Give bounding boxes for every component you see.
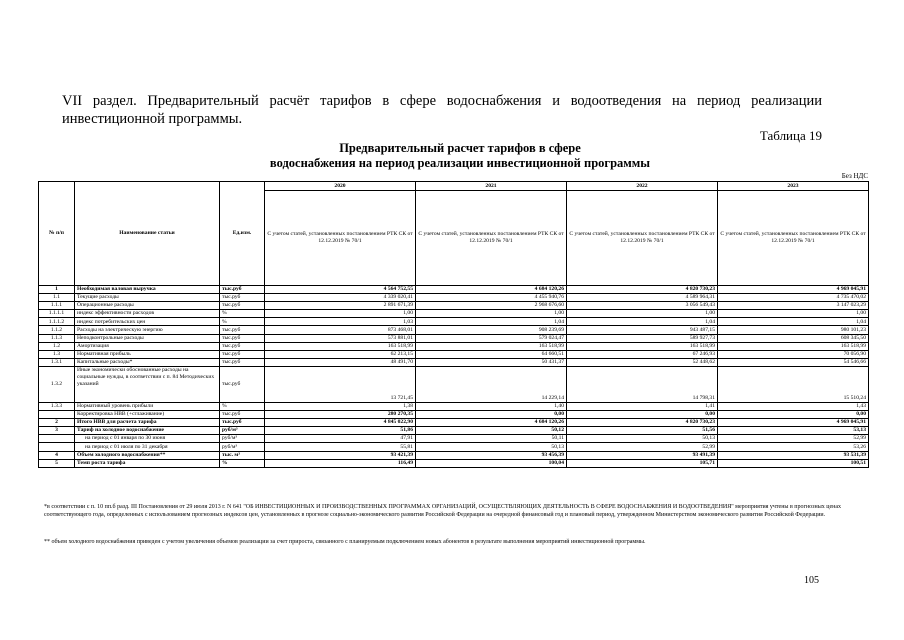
row-number: 1.3.2	[39, 366, 75, 402]
row-value: 4 969 045,91	[718, 286, 869, 294]
row-value: 579 024,47	[416, 334, 567, 342]
row-value: 93 421,39	[265, 451, 416, 459]
row-value: 1,38	[265, 402, 416, 410]
row-number	[39, 435, 75, 443]
row-value: 1,03	[265, 318, 416, 326]
row-number: 1.3.3	[39, 402, 75, 410]
row-unit: тыс. м³	[220, 451, 265, 459]
row-value: 0,00	[718, 411, 869, 419]
row-value: 4 455 940,76	[416, 294, 567, 302]
table-row	[39, 350, 869, 358]
row-unit: тыс.руб	[220, 326, 265, 334]
row-value: 53,13	[718, 427, 869, 435]
table-title-line-1: Предварительный расчет тарифов в сфере	[339, 141, 581, 155]
row-value: 67 246,93	[567, 350, 718, 358]
row-value: 2 968 676,60	[416, 302, 567, 310]
row-value: 1,40	[416, 402, 567, 410]
row-value: 4 339 020,41	[265, 294, 416, 302]
header-name: Наименование статьи	[75, 182, 220, 286]
table-row	[39, 334, 869, 342]
row-unit: тыс.руб	[220, 358, 265, 366]
table-row	[39, 451, 869, 459]
row-value: 116,49	[265, 459, 416, 467]
row-name: Корректировка НВВ (+сглаживание)	[75, 411, 220, 419]
row-value: 163 518,99	[718, 342, 869, 350]
table-title-line-2: водоснабжения на период реализации инвестиционной программы	[269, 156, 651, 170]
table-row	[39, 294, 869, 302]
row-value: 52 448,62	[567, 358, 718, 366]
table-row	[39, 286, 869, 294]
row-name: Иные экономически обоснованные расходы на социальные нужды, в соответствии с п. 84 Методических указаний	[75, 366, 220, 402]
row-value: 54 546,66	[718, 358, 869, 366]
table-number: Таблица 19	[759, 128, 822, 143]
row-value: 0,00	[567, 411, 718, 419]
row-value: 13 721,45	[265, 366, 416, 402]
row-name: Необходимая валовая выручка	[75, 286, 220, 294]
header-unit: Ед.изм.	[220, 182, 265, 286]
row-number: 2	[39, 419, 75, 427]
row-value: 15 510,24	[718, 366, 869, 402]
row-name: Операционные расходы	[75, 302, 220, 310]
row-number: 3	[39, 427, 75, 435]
row-value: 980 101,23	[718, 326, 869, 334]
row-value: 1,00	[567, 310, 718, 318]
row-value: 4 684 120,26	[416, 419, 567, 427]
row-unit: руб/м³	[220, 427, 265, 435]
row-value: 70 056,90	[718, 350, 869, 358]
header-year-2022: 2022	[567, 182, 718, 191]
row-unit: %	[220, 318, 265, 326]
row-unit: руб/м³	[220, 435, 265, 443]
header-subnote-2020: С учетом статей, установленных постановлением РТК СК от 12.12.2019 № 70/1	[265, 191, 416, 286]
row-value: 62 213,15	[265, 350, 416, 358]
row-name: на период с 01 июля по 31 декабря	[75, 443, 220, 451]
header-no: № п/п	[39, 182, 75, 286]
row-name: индекс эффективности расходов	[75, 310, 220, 318]
row-value: 873 468,01	[265, 326, 416, 334]
row-value: 0,00	[416, 411, 567, 419]
row-value: 1,00	[416, 310, 567, 318]
footnote-1: *в соответствии с п. 10 пп.б разд. III Постановления от 29 июля 2013 г. N 641 "ОБ ИНВЕСТИЦИОННЫХ И ПРОИЗВОДСТВЕННЫХ ПРОГРАММАХ ОРГАНИЗАЦИЙ, ОСУЩЕСТВЛЯЮЩИХ ДЕЯТЕЛЬНОСТЬ В СФЕРЕ ВОДОСНАБЖЕНИЯ И ВОДООТВЕДЕНИЯ" мероприятия учтены в прогнозных ценах соответствующего года, определенных с использованием прогнозных индексов цен, установленных в прогнозе социально-экономического развития Российской Федерации на очередной финансовый год и плановый период, утвержденном Министерством экономического развития Российской Федерации.	[44, 504, 842, 518]
row-value: 64 660,51	[416, 350, 567, 358]
table-row	[39, 443, 869, 451]
row-value: 50,13	[416, 443, 567, 451]
row-value: 55,81	[265, 443, 416, 451]
row-unit: тыс.руб	[220, 302, 265, 310]
row-value: 908 239,69	[416, 326, 567, 334]
row-name: Темп роста тарифа	[75, 459, 220, 467]
row-value: 93 491,39	[567, 451, 718, 459]
row-value: 105,71	[567, 459, 718, 467]
row-unit: тыс.руб	[220, 286, 265, 294]
row-number: 1.1.1.1	[39, 310, 75, 318]
row-value: 280 270,35	[265, 411, 416, 419]
table-row	[39, 435, 869, 443]
row-name: Амортизация	[75, 342, 220, 350]
row-number	[39, 411, 75, 419]
header-subnote-2021: С учетом статей, установленных постановлением РТК СК от 12.12.2019 № 70/1	[416, 191, 567, 286]
row-name: на период с 01 января по 30 июня	[75, 435, 220, 443]
table-row	[39, 342, 869, 350]
row-value: 100,04	[416, 459, 567, 467]
table-row	[39, 402, 869, 410]
page-number: 105	[804, 575, 819, 586]
row-value: 52,99	[718, 435, 869, 443]
row-number: 1.1.2	[39, 326, 75, 334]
table-body	[39, 286, 869, 468]
row-value: 50 431,37	[416, 358, 567, 366]
header-subnote-2022: С учетом статей, установленных постановлением РТК СК от 12.12.2019 № 70/1	[567, 191, 718, 286]
row-value: 4 589 964,31	[567, 294, 718, 302]
table-row	[39, 318, 869, 326]
section-heading: VII раздел. Предварительный расчёт тарифов в сфере водоснабжения и водоотведения на период реализации инвестиционной программы.	[62, 93, 822, 127]
row-number: 4	[39, 451, 75, 459]
table-row	[39, 302, 869, 310]
row-number: 1.1.1	[39, 302, 75, 310]
row-value: 4 969 045,91	[718, 419, 869, 427]
row-number: 1.1.1.2	[39, 318, 75, 326]
row-unit: %	[220, 459, 265, 467]
row-value: 4 564 752,55	[265, 286, 416, 294]
row-unit: тыс.руб	[220, 334, 265, 342]
row-value: 1,43	[718, 402, 869, 410]
row-number: 1.3	[39, 350, 75, 358]
row-name: Тариф на холодное водоснабжение	[75, 427, 220, 435]
row-unit: %	[220, 310, 265, 318]
row-value: 163 518,99	[265, 342, 416, 350]
row-value: 51,86	[265, 427, 416, 435]
vat-note: Без НДС	[841, 172, 868, 180]
row-name: Нормативная прибыль	[75, 350, 220, 358]
row-value: 93 456,39	[416, 451, 567, 459]
footnote-2: ** объем холодного водоснабжения приведен с учетом увеличения объемов реализации за счет прироста, связанного с планируемым подключением новых абонентов в результате выполнения мероприятий инвестиционной программы.	[44, 539, 646, 545]
header-year-2021: 2021	[416, 182, 567, 191]
table-row	[39, 419, 869, 427]
row-unit: тыс.руб	[220, 350, 265, 358]
row-unit: тыс.руб	[220, 411, 265, 419]
row-value: 943 487,15	[567, 326, 718, 334]
row-value: 4 845 022,90	[265, 419, 416, 427]
row-value: 163 518,99	[567, 342, 718, 350]
table-row	[39, 427, 869, 435]
row-name: Нормативный уровень прибыли	[75, 402, 220, 410]
row-value: 1,04	[718, 318, 869, 326]
row-value: 4 820 730,23	[567, 419, 718, 427]
row-unit: тыс.руб	[220, 419, 265, 427]
row-value: 50,12	[416, 427, 567, 435]
row-name: Капитальные расходы*	[75, 358, 220, 366]
row-value: 51,56	[567, 427, 718, 435]
row-value: 14 229,14	[416, 366, 567, 402]
table-row	[39, 411, 869, 419]
table-title	[160, 141, 760, 171]
table-row	[39, 366, 869, 402]
row-value: 4 735 470,02	[718, 294, 869, 302]
row-value: 100,51	[718, 459, 869, 467]
tariff-table	[38, 181, 869, 468]
row-value: 4 684 120,26	[416, 286, 567, 294]
row-value: 3 147 023,29	[718, 302, 869, 310]
row-value: 53,26	[718, 443, 869, 451]
row-number: 5	[39, 459, 75, 467]
row-value: 52,99	[567, 443, 718, 451]
row-name: Расходы на электрическую энергию	[75, 326, 220, 334]
row-value: 48 491,70	[265, 358, 416, 366]
table-row	[39, 326, 869, 334]
row-name: индекс потребительских цен	[75, 318, 220, 326]
row-value: 573 881,01	[265, 334, 416, 342]
row-number	[39, 443, 75, 451]
row-value: 163 518,99	[416, 342, 567, 350]
row-value: 14 798,31	[567, 366, 718, 402]
row-value: 50,11	[416, 435, 567, 443]
row-unit: тыс.руб	[220, 342, 265, 350]
row-value: 589 927,73	[567, 334, 718, 342]
row-value: 1,41	[567, 402, 718, 410]
header-subnote-2023: С учетом статей, установленных постановлением РТК СК от 12.12.2019 № 70/1	[718, 191, 869, 286]
header-year-2023: 2023	[718, 182, 869, 191]
table-row	[39, 310, 869, 318]
row-name: Текущие расходы	[75, 294, 220, 302]
row-number: 1.2	[39, 342, 75, 350]
row-value: 608 345,50	[718, 334, 869, 342]
row-value: 1,00	[718, 310, 869, 318]
table-row	[39, 459, 869, 467]
row-unit: тыс.руб	[220, 366, 265, 402]
row-value: 1,00	[265, 310, 416, 318]
row-value: 4 820 730,23	[567, 286, 718, 294]
row-value: 50,13	[567, 435, 718, 443]
row-name: Неподконтрольные расходы	[75, 334, 220, 342]
row-value: 1,04	[567, 318, 718, 326]
row-value: 2 891 671,39	[265, 302, 416, 310]
row-unit: тыс.руб	[220, 294, 265, 302]
header-year-2020: 2020	[265, 182, 416, 191]
row-number: 1.3.1	[39, 358, 75, 366]
row-name: Объем холодного водоснабжения**	[75, 451, 220, 459]
row-value: 3 056 549,43	[567, 302, 718, 310]
row-unit: %	[220, 402, 265, 410]
row-number: 1	[39, 286, 75, 294]
row-value: 1,04	[416, 318, 567, 326]
row-number: 1.1.3	[39, 334, 75, 342]
row-value: 93 531,39	[718, 451, 869, 459]
row-number: 1.1	[39, 294, 75, 302]
row-value: 47,91	[265, 435, 416, 443]
row-unit: руб/м³	[220, 443, 265, 451]
row-name: Итого НВВ для расчета тарифа	[75, 419, 220, 427]
table-row	[39, 358, 869, 366]
